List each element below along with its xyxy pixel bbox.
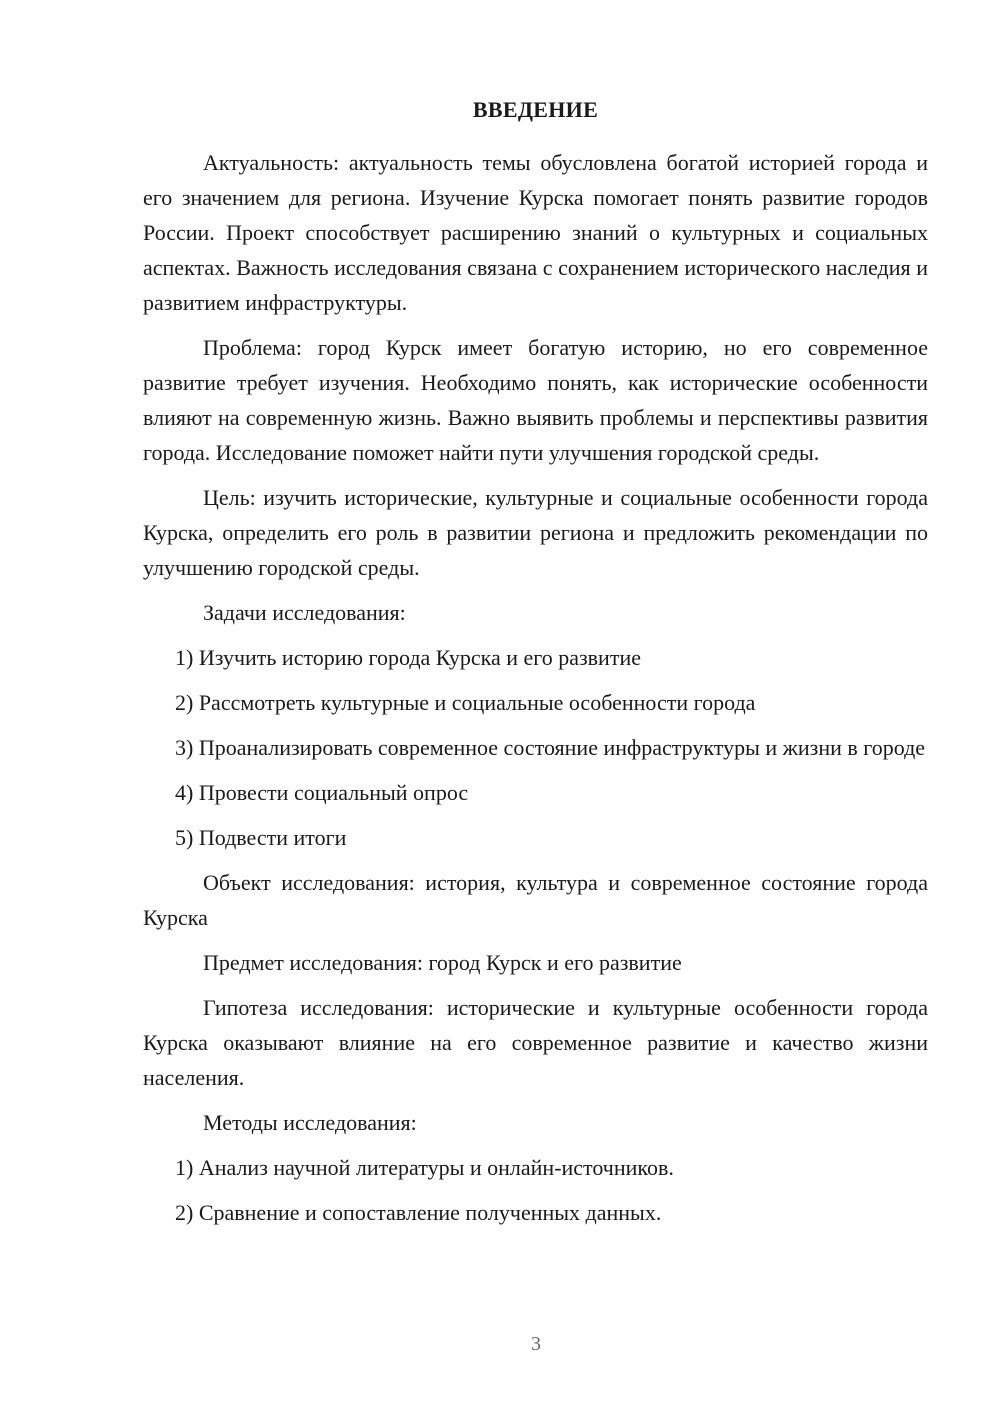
relevance-paragraph: Актуальность: актуальность темы обусловлена богатой историей города и его значением для региона. Изучение Курска помогает понять развитие городов России. Проект способствует расширению знаний о культурных и социальных аспектах. Важность исследования связана с сохранением исторического наследия и развитием инфраструктуры. [143,150,928,315]
method-item: 1) Анализ научной литературы и онлайн-источников. [175,1155,674,1180]
task-item: 2) Рассмотреть культурные и социальные особенности города [175,690,756,715]
page-number: 3 [531,1333,541,1355]
tasks-heading: Задачи исследования: [203,600,406,625]
hypothesis-paragraph: Гипотеза исследования: исторические и культурные особенности города Курска оказывают влияние на его современное развитие и качество жизни населения. [143,995,928,1090]
object-paragraph: Объект исследования: история, культура и современное состояние города Курска [143,870,928,930]
problem-paragraph: Проблема: город Курск имеет богатую историю, но его современное развитие требует изучения. Необходимо понять, как исторические особенности влияют на современную жизнь. Важно выявить проблемы и перспективы развития города. Исследование поможет найти пути улучшения городской среды. [143,335,928,465]
section-title: ВВЕДЕНИЕ [472,97,599,122]
task-item: 5) Подвести итоги [175,825,347,850]
methods-heading: Методы исследования: [203,1110,417,1135]
task-item: 3) Проанализировать современное состояние инфраструктуры и жизни в городе [175,735,926,760]
task-item: 4) Провести социальный опрос [175,780,469,805]
goal-paragraph: Цель: изучить исторические, культурные и социальные особенности города Курска, определить его роль в развитии региона и предложить рекомендации по улучшению городской среды. [143,485,928,580]
subject-paragraph: Предмет исследования: город Курск и его развитие [203,950,682,975]
task-item: 1) Изучить историю города Курска и его развитие [175,645,641,670]
document-page [143,95,928,1240]
method-item: 2) Сравнение и сопоставление полученных данных. [175,1200,662,1225]
